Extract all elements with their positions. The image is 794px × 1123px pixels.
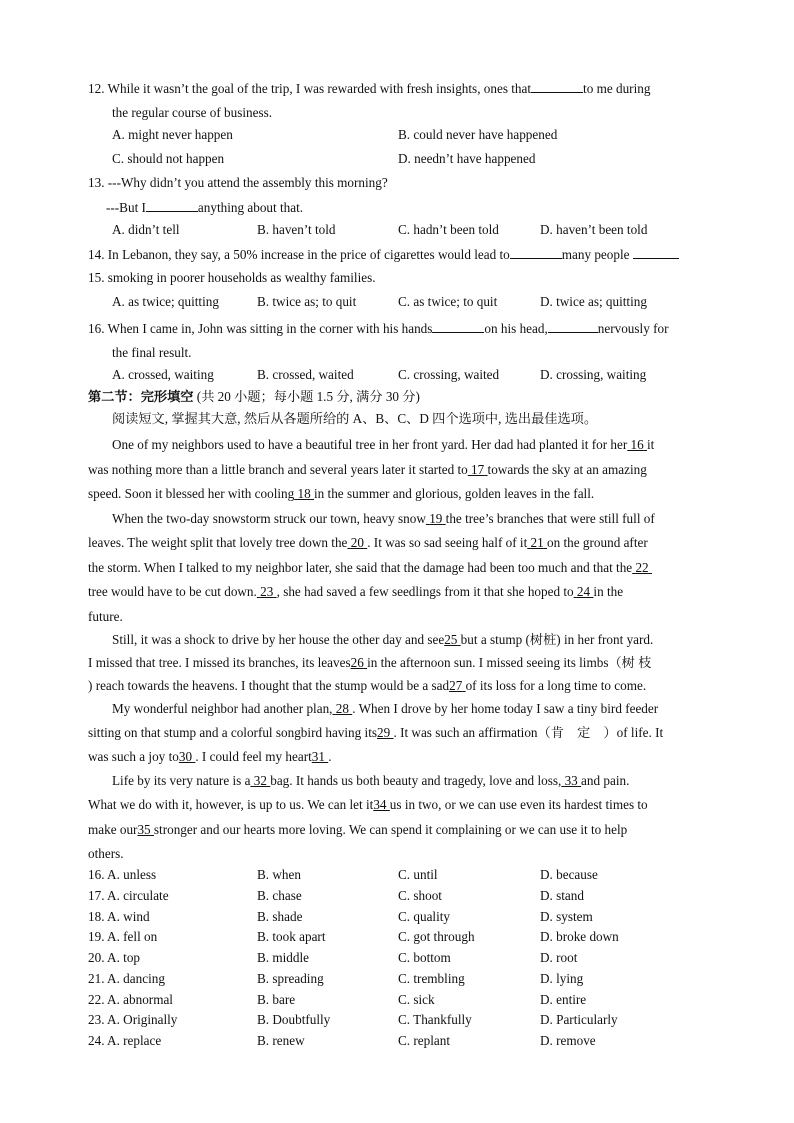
passage-line: future. (88, 609, 123, 624)
passage-line: My wonderful neighbor had another plan, 28 . When I drove by her home today I saw a tiny bird feeder (112, 701, 659, 716)
passage-line: tree would have to be cut down. 23 , she had saved a few seedlings from it that she hoped to 24 in the (88, 584, 624, 599)
answer-blank (146, 199, 198, 212)
q14-option-d: D. twice as; quitting (540, 294, 647, 309)
question-13-stem: 13. ---Why didn’t you attend the assembly this morning? (88, 175, 388, 190)
option-d: D. system (540, 909, 593, 924)
passage-line: speed. Soon it blessed her with cooling 18 in the summer and glorious, golden leaves in the fall. (88, 486, 595, 501)
question-14-stem: 14. In Lebanon, they say, a 50% increase in the price of cigarettes would lead to many people (88, 246, 679, 263)
question-12-stem: 12. While it wasn’t the goal of the trip, I was rewarded with fresh insights, ones that to me during (88, 81, 651, 96)
option-row: 20. A. top (88, 950, 141, 965)
q13-option-b: B. haven’t told (257, 222, 336, 237)
passage-line: others. (88, 846, 124, 861)
passage-line: Still, it was a shock to drive by her house the other day and see25 but a stump (树桩) in her front yard. (112, 632, 654, 647)
answer-blank (531, 80, 583, 93)
passage-line: was such a joy to30 . I could feel my heart31 . (88, 749, 332, 764)
q13-option-d: D. haven’t been told (540, 222, 648, 237)
q16-option-b: B. crossed, waited (257, 367, 354, 382)
question-13-reply: ---But I anything about that. (106, 200, 304, 215)
q16-option-a: A. crossed, waiting (112, 367, 214, 382)
q12-option-a: A. might never happen (112, 127, 233, 142)
option-d: D. stand (540, 888, 584, 903)
passage-line: the storm. When I talked to my neighbor later, she said that the damage had been too much and that the 22 (88, 560, 649, 575)
option-c: C. Thankfully (398, 1012, 472, 1027)
option-c: C. until (398, 867, 438, 882)
option-row: 23. A. Originally (88, 1012, 178, 1027)
option-b: B. spreading (257, 971, 324, 986)
passage-line: leaves. The weight split that lovely tree down the 20 . It was so sad seeing half of it 21 on the ground after (88, 535, 648, 550)
q14-option-b: B. twice as; to quit (257, 294, 357, 309)
option-row: 22. A. abnormal (88, 992, 173, 1007)
q12-option-c: C. should not happen (112, 151, 225, 166)
option-row: 24. A. replace (88, 1033, 162, 1048)
option-b: B. Doubtfully (257, 1012, 331, 1027)
passage-line: make our35 stronger and our hearts more loving. We can spend it complaining or we can use it to help (88, 822, 628, 837)
option-c: C. trembling (398, 971, 465, 986)
section-instruction: 阅读短文, 掌握其大意, 然后从各题所给的 A、B、C、D 四个选项中, 选出最佳选项。 (112, 411, 598, 426)
option-b: B. bare (257, 992, 296, 1007)
q14-option-c: C. as twice; to quit (398, 294, 498, 309)
option-b: B. took apart (257, 929, 326, 944)
answer-blank (510, 246, 562, 259)
q14-option-a: A. as twice; quitting (112, 294, 219, 309)
passage-line: sitting on that stump and a colorful songbird having its29 . It was such an affirmation（肯 定 ）of life. It (88, 725, 664, 740)
option-b: B. when (257, 867, 301, 882)
question-16-stem-cont: the final result. (112, 345, 192, 360)
option-c: C. sick (398, 992, 435, 1007)
q16-option-c: C. crossing, waited (398, 367, 500, 382)
option-d: D. entire (540, 992, 587, 1007)
option-d: D. broke down (540, 929, 619, 944)
q13-option-a: A. didn’t tell (112, 222, 180, 237)
question-16-stem: 16. When I came in, John was sitting in the corner with his hands on his head, nervously for (88, 321, 669, 336)
option-c: C. bottom (398, 950, 451, 965)
passage-line: Life by its very nature is a 32 bag. It hands us both beauty and tragedy, love and loss, 33 and pain. (112, 773, 630, 788)
answer-blank (633, 246, 679, 259)
option-d: D. lying (540, 971, 584, 986)
option-row: 19. A. fell on (88, 929, 158, 944)
option-d: D. Particularly (540, 1012, 618, 1027)
option-row: 17. A. circulate (88, 888, 169, 903)
option-c: C. replant (398, 1033, 451, 1048)
answer-blank (548, 320, 598, 333)
option-b: B. shade (257, 909, 303, 924)
question-15-stem: 15. smoking in poorer households as wealthy families. (88, 270, 376, 285)
option-c: C. shoot (398, 888, 442, 903)
option-d: D. remove (540, 1033, 596, 1048)
passage-line: ) reach towards the heavens. I thought that the stump would be a sad27 of its loss for a long time to come. (88, 678, 647, 693)
question-12-stem-cont: the regular course of business. (112, 105, 273, 120)
q13-option-c: C. hadn’t been told (398, 222, 499, 237)
option-row: 18. A. wind (88, 909, 150, 924)
option-d: D. root (540, 950, 578, 965)
option-b: B. middle (257, 950, 310, 965)
option-c: C. got through (398, 929, 475, 944)
passage-line: was nothing more than a little branch and several years later it started to 17 towards the sky at an amazing (88, 462, 647, 477)
option-row: 16. A. unless (88, 867, 157, 882)
option-b: B. renew (257, 1033, 305, 1048)
answer-blank (432, 320, 484, 333)
q12-option-d: D. needn’t have happened (398, 151, 536, 166)
option-c: C. quality (398, 909, 451, 924)
section-heading: 第二节：完形填空 (共 20 小题；每小题 1.5 分, 满分 30 分) (88, 389, 420, 404)
q12-option-b: B. could never have happened (398, 127, 558, 142)
q16-option-d: D. crossing, waiting (540, 367, 647, 382)
option-b: B. chase (257, 888, 302, 903)
passage-line: One of my neighbors used to have a beautiful tree in her front yard. Her dad had planted it for her 16 it (112, 437, 655, 452)
option-d: D. because (540, 867, 598, 882)
passage-line: What we do with it, however, is up to us. We can let it34 us in two, or we can use even its hardest times to (88, 797, 648, 812)
passage-line: When the two-day snowstorm struck our town, heavy snow 19 the tree’s branches that were still full of (112, 511, 655, 526)
passage-line: I missed that tree. I missed its branches, its leaves26 in the afternoon sun. I missed seeing its limbs（树 枝 (88, 655, 652, 670)
option-row: 21. A. dancing (88, 971, 165, 986)
